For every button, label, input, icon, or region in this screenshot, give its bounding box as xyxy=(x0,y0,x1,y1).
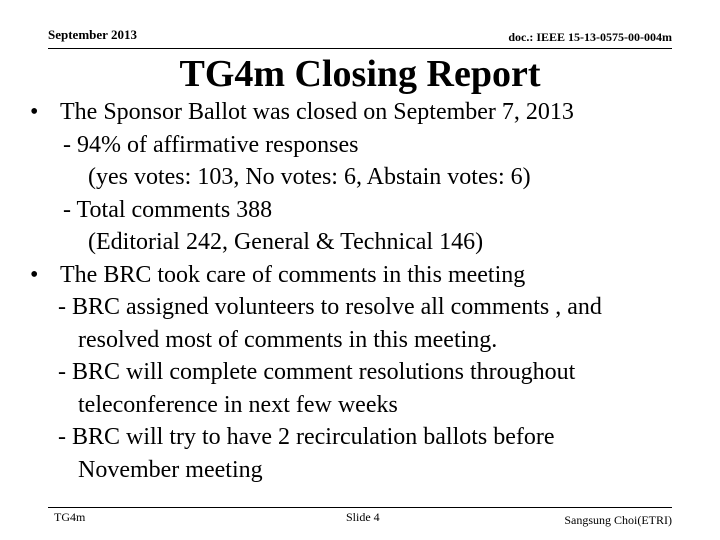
footer-slide-number: Slide 4 xyxy=(346,510,380,524)
header-divider xyxy=(48,48,672,49)
bullet-text: The BRC took care of comments in this meeting xyxy=(60,261,526,288)
bullet-item xyxy=(30,259,710,292)
sub-line: (Editorial 242, General & Technical 146) xyxy=(88,229,484,255)
sub-line: - 94% of affirmative responses xyxy=(63,131,359,158)
sub-line: (yes votes: 103, No votes: 6, Abstain votes: 6) xyxy=(88,164,531,190)
footer-author: Sangsung Choi(ETRI) xyxy=(564,513,672,527)
sub-line: November meeting xyxy=(78,456,263,483)
footer-group: TG4m xyxy=(54,510,86,524)
bullet-icon: • xyxy=(30,261,39,288)
sub-line: teleconference in next few weeks xyxy=(78,391,398,418)
slide-body xyxy=(30,96,710,486)
bullet-icon: • xyxy=(30,99,39,125)
bullet-item xyxy=(30,96,710,129)
sub-line: - Total comments 388 xyxy=(63,196,273,223)
sub-line: - BRC assigned volunteers to resolve all comments , and xyxy=(58,294,602,320)
header-date: September 2013 xyxy=(48,27,137,42)
sub-line: - BRC will try to have 2 recirculation ballots before xyxy=(58,424,555,450)
sub-line: resolved most of comments in this meeting. xyxy=(78,326,498,353)
slide-title: TG4m Closing Report xyxy=(179,53,541,95)
sub-line: - BRC will complete comment resolutions throughout xyxy=(58,359,576,385)
header-doc-id: doc.: IEEE 15-13-0575-00-004m xyxy=(508,30,672,44)
bullet-text: The Sponsor Ballot was closed on September 7, 2013 xyxy=(60,99,574,125)
footer-divider xyxy=(48,507,672,508)
